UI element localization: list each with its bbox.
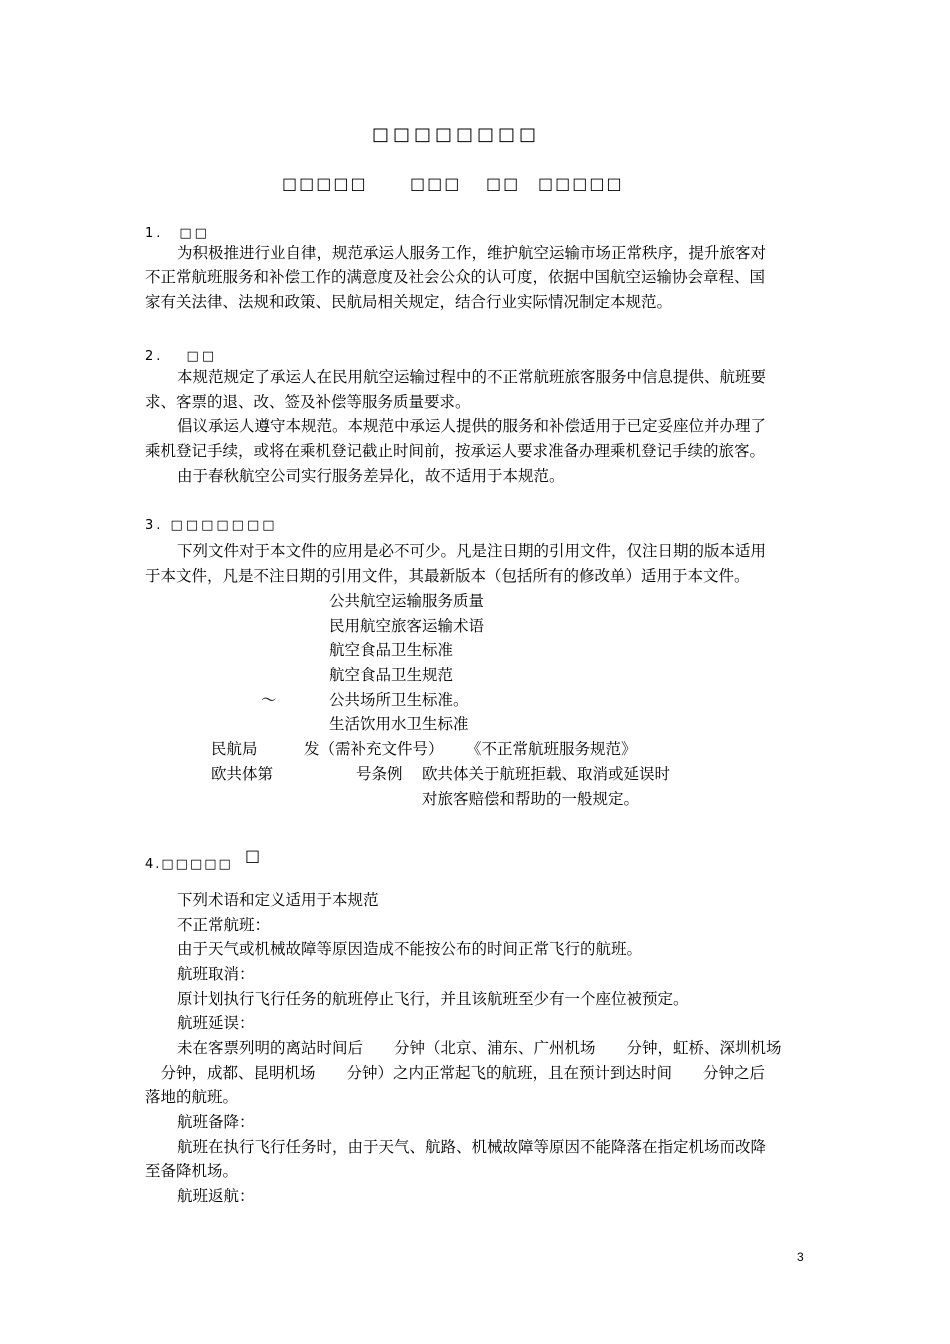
document-title: □□□□□□□□ [372,124,541,145]
def-irregular-flight: 由于天气或机械故障等原因造成不能按公布的时间正常飞行的航班。 [177,940,643,958]
term-flight-diversion: 航班备降： [177,1113,255,1131]
def-flight-delay-3: 落地的航班。 [145,1088,239,1106]
sec4-intro: 下列术语和定义适用于本规范 [177,891,379,909]
ref-caac-number: 发（需补充文件号） [304,740,444,758]
section-1-heading: 1. □□ [145,226,210,241]
ref-doc-1: 公共航空运输服务质量 [329,592,485,610]
ref-caac-issuer: 民航局 [211,740,258,758]
subtitle-part-b: □□□ [410,174,462,193]
section-4-mark: □ [245,846,261,865]
sec1-line-2: 不正常航班服务和补偿工作的满意度及社会公众的认可度，依据中国航空运输协会章程、国 [145,268,766,286]
ref-doc-2: 民用航空旅客运输术语 [329,617,485,635]
sec2-line-5: 由于春秋航空公司实行服务差异化，故不适用于本规范。 [177,467,565,485]
ref-eu-prefix: 欧共体第 [211,765,274,783]
ref-caac-title: 《不正常航班服务规范》 [466,740,637,758]
def-flight-cancel: 原计划执行飞行任务的航班停止飞行，并且该航班至少有一个座位被预定。 [177,990,689,1008]
sec1-line-1: 为积极推进行业自律，规范承运人服务工作，维护航空运输市场正常秩序，提升旅客对 [177,244,767,262]
term-flight-return: 航班返航： [177,1187,255,1205]
def-flight-diversion-2: 至备降机场。 [145,1162,239,1180]
ref-doc-4: 航空食品卫生规范 [329,666,454,684]
ref-doc-5: 公共场所卫生标准。 [329,691,469,709]
def-flight-delay-2: 分钟，成都、昆明机场 分钟）之内正常起飞的航班，且在预计到达时间 分钟之后 [145,1064,766,1082]
ref-doc-6: 生活饮用水卫生标准 [329,715,469,733]
ref-doc-3: 航空食品卫生标准 [329,641,454,659]
term-irregular-flight: 不正常航班： [177,916,271,934]
sec3-line-1: 下列文件对于本文件的应用是必不可少。凡是注日期的引用文件，仅注日期的版本适用 [177,542,767,560]
sec1-line-3: 家有关法律、法规和政策、民航局相关规定，结合行业实际情况制定本规范。 [145,293,673,311]
subtitle-part-c: □□ [486,174,521,193]
sec2-line-4: 乘机登记手续，或将在乘机登记截止时间前，按承运人要求准备办理乘机登记手续的旅客。 [145,442,766,460]
subtitle-part-d: □□□□□ [538,174,624,193]
ref-eu-title-1: 欧共体关于航班拒载、取消或延误时 [422,765,671,783]
sec2-line-1: 本规范规定了承运人在民用航空运输过程中的不正常航班旅客服务中信息提供、航班要 [177,368,767,386]
sec2-line-2: 求、客票的退、改、签及补偿等服务质量要求。 [145,393,471,411]
term-flight-cancel: 航班取消： [177,965,255,983]
def-flight-diversion-1: 航班在执行飞行任务时，由于天气、航路、机械故障等原因不能降落在指定机场而改降 [177,1138,767,1156]
ref-eu-regulation: 号条例 [356,765,403,783]
sec2-line-3: 倡议承运人遵守本规范。本规范中承运人提供的服务和补偿适用于已定妥座位并办理了 [177,417,767,435]
section-4-heading: 4.□□□□□ [145,857,233,872]
section-2-heading: 2. □□ [145,349,218,364]
ref-eu-title-2: 对旅客赔偿和帮助的一般规定。 [422,790,640,808]
subtitle-part-a: □□□□□ [282,174,368,193]
term-flight-delay: 航班延误： [177,1014,255,1032]
sec3-line-2: 于本文件，凡是不注日期的引用文件，其最新版本（包括所有的修改单）适用于本文件。 [145,567,750,585]
ref-doc-tilde: ～ [261,691,277,709]
page-number: 3 [797,1250,804,1264]
def-flight-delay-1: 未在客票列明的离站时间后 分钟（北京、浦东、广州机场 分钟，虹桥、深圳机场 [177,1039,782,1057]
section-3-heading: 3. □□□□□□□ [145,518,278,533]
